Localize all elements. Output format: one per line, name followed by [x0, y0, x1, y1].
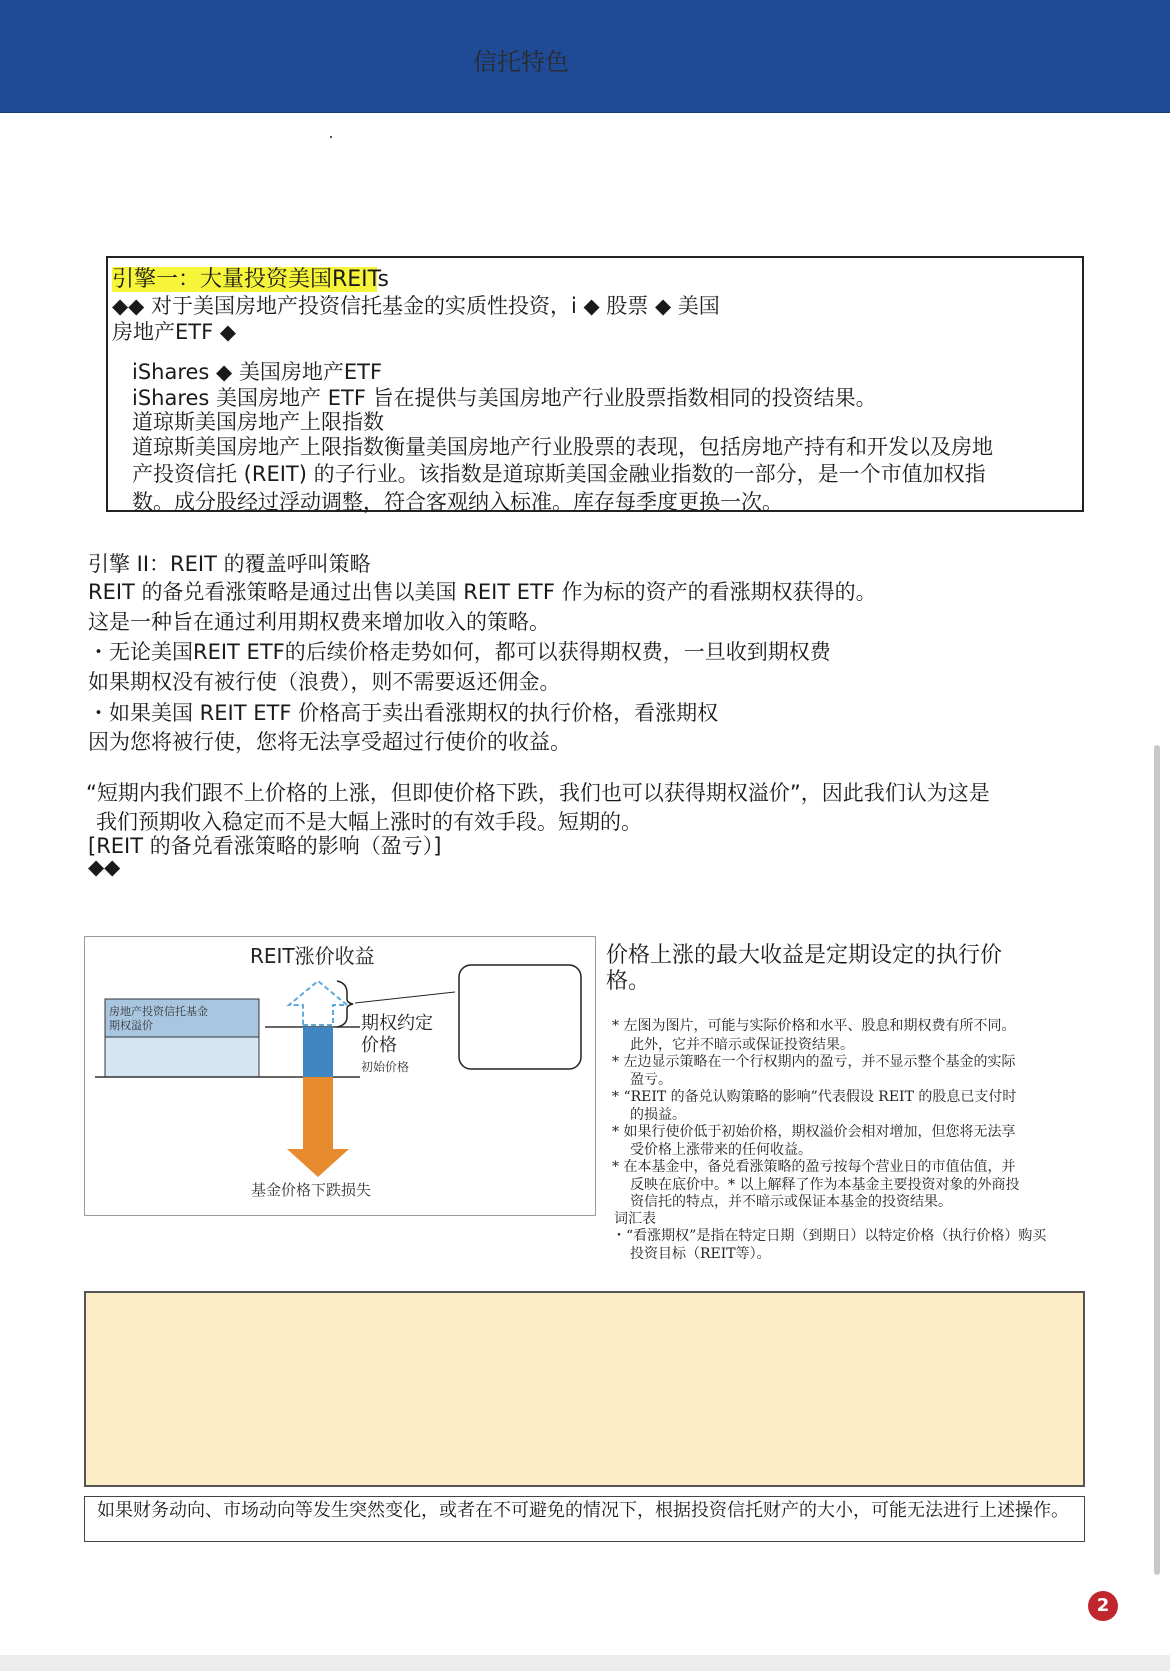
strategy-diagram: [84, 936, 596, 1216]
index-desc-1: 道琼斯美国房地产上限指数衡量美国房地产行业股票的表现，包括房地产持有和开发以及房地: [132, 435, 993, 459]
etf-name: iShares ◆ 美国房地产ETF: [132, 360, 383, 384]
note-line: 受价格上涨带来的任何收益。: [630, 1142, 812, 1158]
glossary-title: 词汇表: [614, 1211, 656, 1227]
engine2-p2: 这是一种旨在通过利用期权费来增加收入的策略。: [88, 610, 550, 634]
base-block: [105, 1037, 259, 1077]
scrollbar[interactable]: [1154, 745, 1160, 1575]
engine1-box: [106, 256, 1084, 512]
note-line: * 左边显示策略在一个行权期内的盈亏，并不显示整个基金的实际: [612, 1054, 1016, 1070]
strike-label-2: 价格: [361, 1035, 397, 1056]
engine1-title: [112, 262, 389, 293]
note-line: 的损益。: [630, 1107, 686, 1123]
page-number-badge: 2: [1088, 1591, 1118, 1621]
initial-price-label: 初始价格: [361, 1060, 410, 1074]
engine1-title-rest: s: [377, 267, 389, 292]
engine2-bullet1b: 如果期权没有被行使（浪费），则不需要返还佣金。: [88, 670, 561, 694]
etf-desc: iShares 美国房地产 ETF 旨在提供与美国房地产行业股票指数相同的投资结果。: [132, 386, 877, 410]
engine2-bullet1a: ・无论美国REIT ETF的后续价格走势如何，都可以获得期权费，一旦收到期权费: [88, 640, 831, 664]
note-line: 投资目标（REIT等）。: [630, 1246, 771, 1262]
engine1-line2: 房地产ETF ◆: [112, 320, 237, 344]
note-line: * 如果行使价低于初始价格，期权溢价会相对增加，但您将无法享: [612, 1124, 1016, 1140]
index-desc-3: 数。成分股经过浮动调整，符合客观纳入标准。库存每季度更换一次。: [132, 490, 783, 514]
index-desc-2: 产投资信托 (REIT) 的子行业。该指数是道琼斯美国金融业指数的一部分，是一个市值加权指: [132, 462, 986, 486]
quote-line2: 我们预期收入稳定而不是大幅上涨时的有效手段。短期的。: [96, 810, 642, 834]
header-bar: [0, 0, 1170, 113]
capped-upside-arrow: [289, 981, 347, 1025]
diamonds: ◆◆: [88, 855, 121, 879]
bottom-strip: [0, 1655, 1170, 1671]
premium-label-1: 房地产投资信托基金: [109, 1005, 208, 1018]
premium-label-2: 期权溢价: [109, 1019, 153, 1032]
note-line: * 左图为图片，可能与实际价格和水平、股息和期权费有所不同。: [612, 1018, 1016, 1034]
side-headline-1: 价格上涨的最大收益是定期设定的执行价: [606, 943, 1003, 968]
downside-arrow: [287, 1077, 349, 1177]
callout-pointer: [355, 992, 455, 1003]
header-title: 信托特色: [473, 48, 569, 76]
engine2-title: 引擎 II：REIT 的覆盖呼叫策略: [88, 552, 371, 576]
note-line: * 在本基金中，备兑看涨策略的盈亏按每个营业日的市值估值，并: [612, 1159, 1016, 1175]
disclaimer: 如果财务动向、市场动向等发生突然变化，或者在不可避免的情况下，根据投资信托财产的大小，可能无法进行上述操作。: [84, 1496, 1085, 1542]
index-name: 道琼斯美国房地产上限指数: [132, 410, 384, 434]
engine2-bullet2a: ・如果美国 REIT ETF 价格高于卖出看涨期权的执行价格，看涨期权: [88, 701, 719, 725]
diagram-title: REIT涨价收益: [250, 944, 375, 968]
strike-label-1: 期权约定: [361, 1013, 433, 1034]
note-line: 资信托的特点，并不暗示或保证本基金的投资结果。: [630, 1194, 952, 1210]
loss-label: 基金价格下跌损失: [251, 1181, 372, 1199]
quote-line1: “短期内我们跟不上价格的上涨，但即使价格下跌，我们也可以获得期权溢价”，因此我们认为这是: [86, 781, 990, 805]
engine1-line1: ◆◆ 对于美国房地产投资信托基金的实质性投资，i ◆ 股票 ◆ 美国: [112, 294, 720, 318]
engine2-bullet2b: 因为您将被行使，您将无法享受超过行使价的收益。: [88, 730, 571, 754]
engine2-p1: REIT 的备兑看涨策略是通过出售以美国 REIT ETF 作为标的资产的看涨期权获得的。: [88, 580, 877, 604]
note-line: ・“看涨期权”是指在特定日期（到期日）以特定价格（执行价格）购买: [612, 1228, 1047, 1244]
diagram-svg: [85, 937, 595, 1215]
callout-bubble: [459, 965, 581, 1069]
note-line: 盈亏。: [630, 1072, 672, 1088]
note-line: * “REIT 的备兑认购策略的影响”代表假设 REIT 的股息已支付时: [612, 1089, 1017, 1105]
engine1-title-highlight: 引擎一：大量投资美国REIT: [112, 267, 378, 292]
note-line: 此外，它并不暗示或保证投资结果。: [630, 1037, 854, 1053]
stray-dot: [330, 136, 332, 138]
note-line: 反映在底价中。* 以上解释了作为本基金主要投资对象的外商投: [630, 1177, 1020, 1193]
gain-bar: [303, 1027, 333, 1077]
side-headline-2: 格。: [606, 969, 651, 994]
impact-heading: [REIT 的备兑看涨策略的影响（盈亏）]: [88, 834, 442, 858]
info-panel: [84, 1291, 1085, 1487]
